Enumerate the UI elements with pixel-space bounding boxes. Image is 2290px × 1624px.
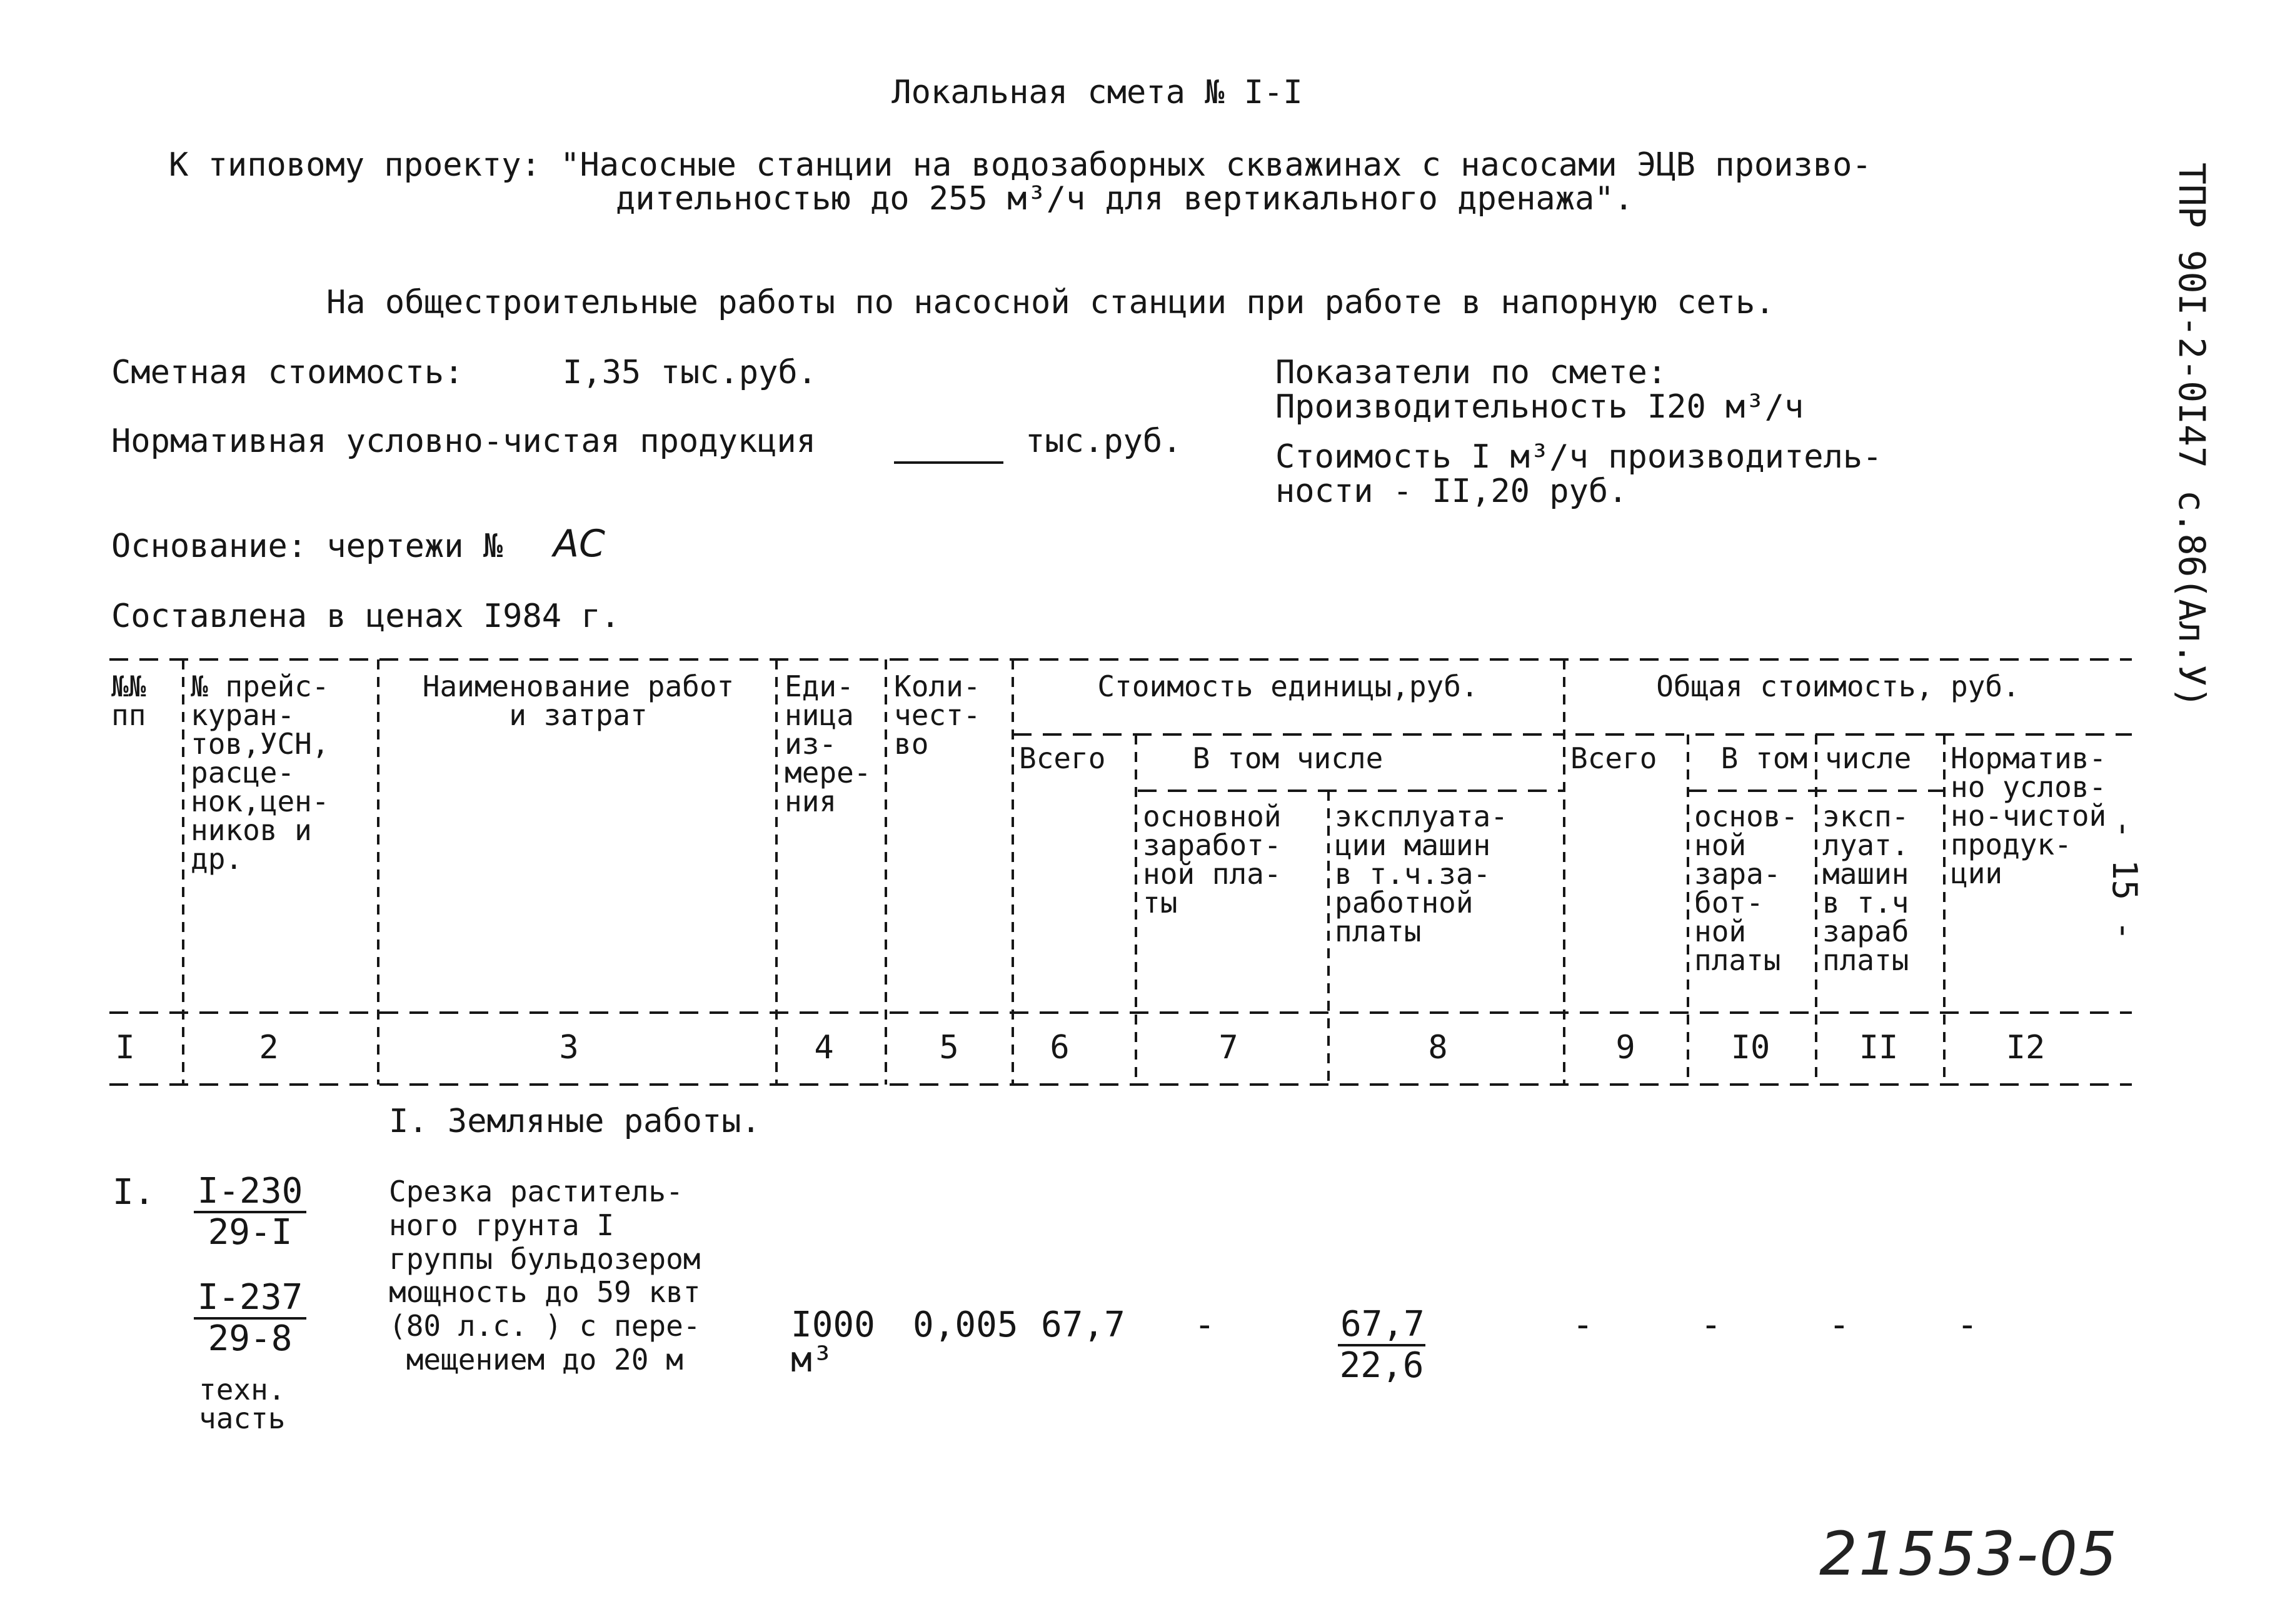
column-number-9: 9 [1615,1029,1635,1066]
row-1-reference-1-denominator: 29-I [208,1211,293,1253]
column-number-7: 7 [1218,1029,1238,1066]
row-1-total-base-wage: - [1700,1305,1722,1345]
header-col-8: эксплуата- ции машин в т.ч.за- работной платы [1335,799,1508,948]
column-number-10: I0 [1730,1029,1770,1066]
row-1-reference-2-denominator: 29-8 [208,1318,293,1359]
row-1-unit-total: 67,7 [1041,1305,1125,1345]
document-title: Локальная смета № I-I [891,74,1303,111]
row-1-machines-denominator: 22,6 [1339,1345,1424,1386]
row-1-quantity: 0,005 [913,1305,1018,1345]
header-col-6: Всего [1019,741,1106,775]
row-1-reference-1 [194,1172,306,1251]
column-number-1: I [115,1029,135,1066]
basis-value: АС [553,522,605,566]
header-total-including: В том числе [1720,741,1912,775]
header-total-cost-group: Общая стоимость, руб. [1656,669,2020,703]
column-number-6: 6 [1050,1029,1070,1066]
row-1-reference-2-numerator: I-237 [194,1278,306,1320]
column-number-2: 2 [259,1029,279,1066]
row-1-machines-numerator: 67,7 [1338,1305,1425,1346]
document-subtitle: На общестроительные работы по насосной станции при работе в напорную сеть. [326,284,1775,321]
header-col-3: Наименование работ и затрат [422,669,735,732]
column-number-5: 5 [939,1029,959,1066]
header-unit-including: В том числе [1192,741,1384,775]
column-number-11: II [1859,1029,1899,1066]
header-col-10: основ- ной зара- бот- ной платы [1694,799,1799,977]
prices-line: Составлена в ценах I984 г. [111,598,620,635]
normative-label: Нормативная условно-чистая продукция [111,423,816,460]
row-1-reference-1-numerator: I-230 [194,1172,306,1213]
row-1-total-cost: - [1572,1305,1594,1345]
project-line-2: дительностью до 255 м³/ч для вертикального дренажа". [616,180,1634,218]
header-unit-cost-group: Стоимость единицы,руб. [1097,669,1479,703]
row-1-base-wage: - [1194,1305,1215,1345]
estimated-cost-label: Сметная стоимость: [111,354,464,391]
page-number: - 15 - [2105,819,2144,941]
header-col-9: Всего [1570,741,1657,775]
header-col-5: Коли- чест- во [894,669,981,761]
estimated-cost-value: I,35 тыс.руб. [563,354,817,391]
basis-label: Основание: чертежи № [111,528,503,565]
side-code: ТПР 90I-2-0I47 с.86(Ал.У) [2171,163,2213,708]
header-col-7: основной заработ- ной пла- ты [1143,799,1282,920]
column-number-8: 8 [1428,1029,1448,1066]
row-1-total-machines: - [1829,1305,1850,1345]
row-1-number: I. [113,1172,155,1213]
header-col-1: №№ пп [111,669,146,732]
row-1-unit: I000 м³ [791,1305,875,1380]
row-1-reference-note: техн. часть [199,1373,286,1435]
row-1-reference-2 [194,1278,306,1358]
column-number-4: 4 [814,1029,834,1066]
productivity-line: Производительность I20 м³/ч [1275,388,1804,426]
row-1-work-name: Срезка раститель- ного грунта I группы бульдозером мощность до 59 квт (80 л.с. ) с пере- мещением до 20 м [389,1175,701,1377]
normative-unit: тыс.руб. [1025,423,1182,460]
section-title: I. Земляные работы. [389,1103,761,1140]
project-line-1: К типовому проекту: "Насосные станции на водозаборных скважинах с насосами ЭЦВ произво- [169,146,1872,184]
header-col-12: Норматив- но услов- но-чистой продук- ции [1951,741,2107,890]
column-number-3: 3 [559,1029,579,1066]
indicators-label: Показатели по смете: [1275,354,1667,391]
row-1-normative: - [1957,1305,1978,1345]
column-number-12: I2 [2006,1029,2046,1066]
header-col-11: эксп- луат. машин в т.ч зараб платы [1822,799,1909,977]
unit-cost-line-1: Стоимость I м³/ч производитель- [1275,438,1882,476]
row-1-machines [1338,1305,1425,1385]
header-col-4: Еди- ница из- мере- ния [785,669,871,818]
unit-cost-line-2: ности - II,20 руб. [1275,473,1628,510]
header-col-2: № прейс- куран- тов,УСН, расце- нок,цен- ников и др. [191,669,329,876]
handwritten-number: 21553-05 [1819,1519,2119,1589]
